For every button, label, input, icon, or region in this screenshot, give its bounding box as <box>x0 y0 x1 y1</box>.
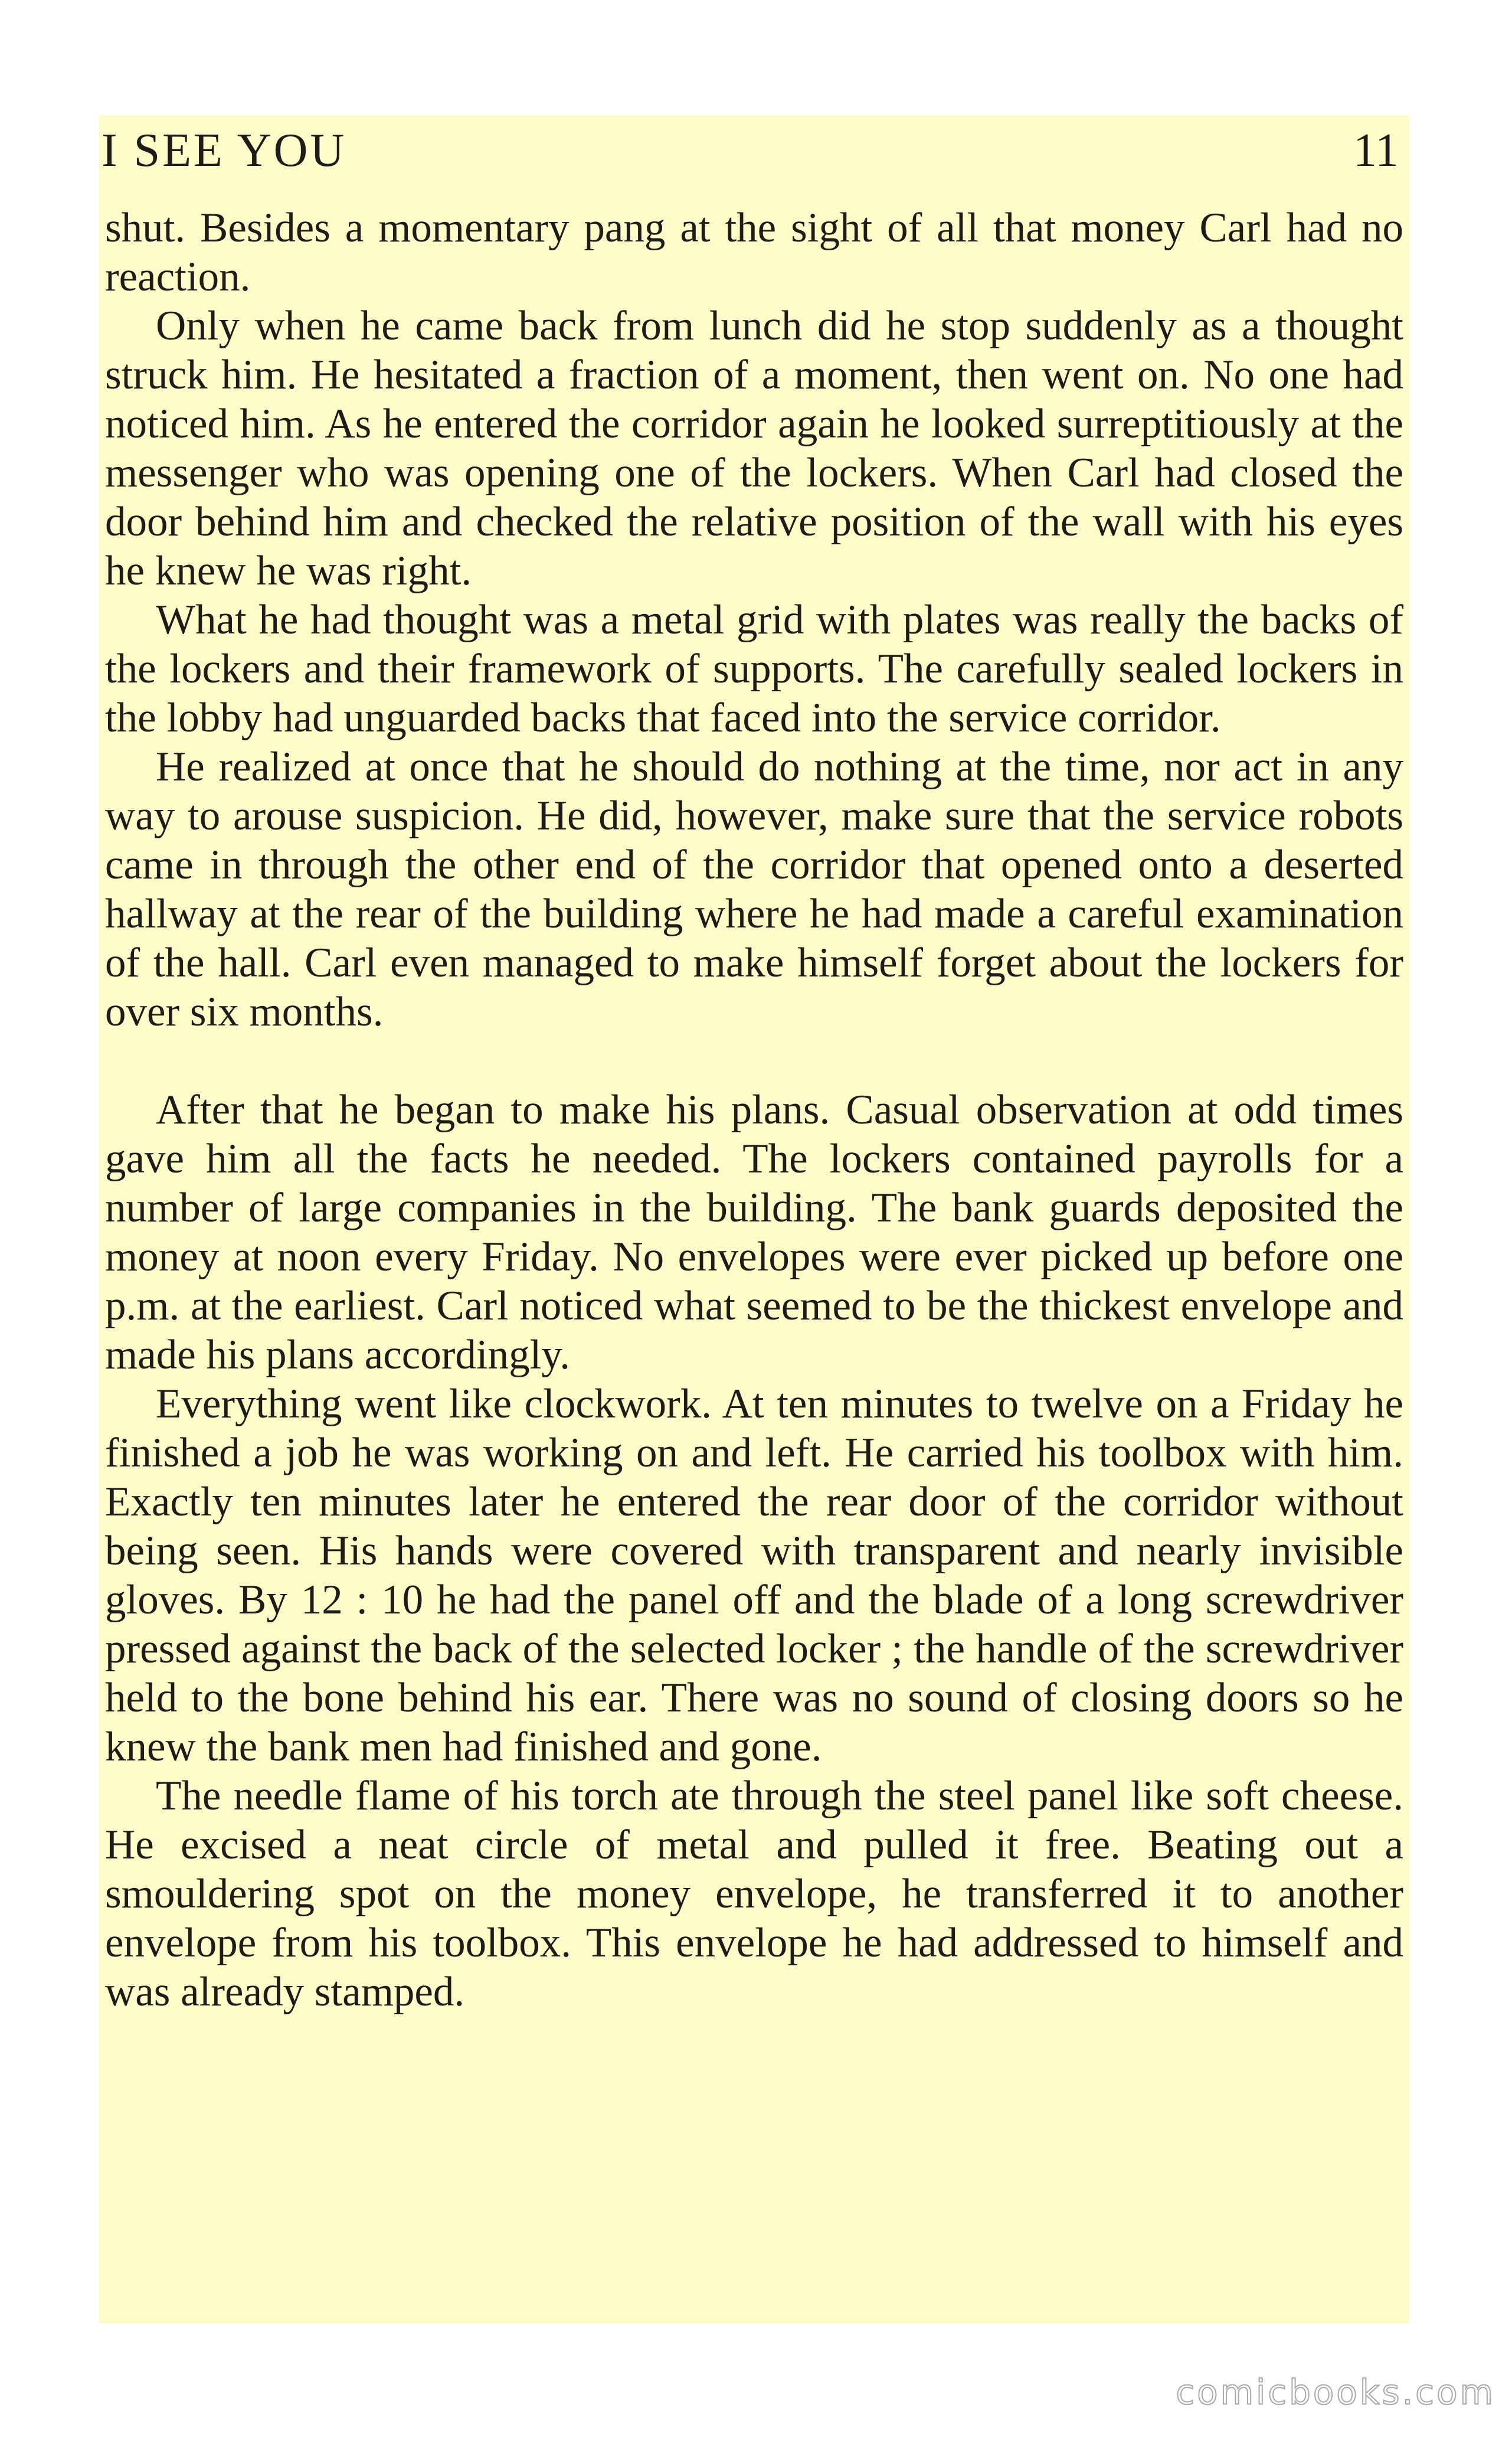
watermark: comicbooks.com <box>1176 2372 1495 2412</box>
paragraph-4: He realized at once that he should do nothing at the time, nor act in any way to arouse suspicion. He did, however, make sure that the service robots came in through the other end of the corridor that opened onto a deserted hallway at the rear of the building where he had made a careful examination of the hall. Carl even managed to make himself forget about the lockers for over six months. <box>105 744 1403 1035</box>
paragraph-5: After that he began to make his plans. Casual observation at odd times gave him all the facts he needed. The lockers contained payrolls for a number of large companies in the building. The bank guards deposited the money at noon every Friday. No envelopes were ever picked up before one p.m. at the earliest. Carl noticed what seemed to be the thickest envelope and made his plans accordingly. <box>105 1087 1403 1378</box>
running-head-title: I SEE YOU <box>102 125 347 177</box>
paragraph-6: Everything went like clockwork. At ten minutes to twelve on a Friday he finished a job he was working on and left. He carried his toolbox with him. Exactly ten minutes later he entered the rear door of the corridor without being seen. His hands were covered with transparent and nearly invisible gloves. By 12 : 10 he had the panel off and the blade of a long screwdriver pressed against the back of the selected locker ; the handle of the screwdriver held to the bone behind his ear. There was no sound of closing doors so he knew the bank men had finished and gone. <box>105 1381 1403 1770</box>
page-number: 11 <box>1353 125 1399 177</box>
paragraph-7: The needle flame of his torch ate through the steel panel like soft cheese. He excised a neat circle of metal and pulled it free. Beating out a smouldering spot on the money envelope, he transferred it to another envelope from his toolbox. This envelope he had addressed to himself and was already stamped. <box>105 1773 1403 2015</box>
body-text <box>105 204 1403 2017</box>
paragraph-3: What he had thought was a metal grid with plates was really the backs of the lockers and their framework of supports. The carefully sealed lockers in the lobby had unguarded backs that faced into the service corridor. <box>105 597 1403 741</box>
book-page <box>99 115 1409 2323</box>
running-head <box>99 115 1409 186</box>
paragraph-2: Only when he came back from lunch did he stop suddenly as a thought struck him. He hesitated a fraction of a moment, then went on. No one had noticed him. As he entered the corridor again he looked surreptitiously at the messenger who was opening one of the lockers. When Carl had closed the door behind him and checked the relative position of the wall with his eyes he knew he was right. <box>105 303 1403 594</box>
paragraph-1: shut. Besides a momentary pang at the sight of all that money Carl had no reaction. <box>105 205 1403 300</box>
